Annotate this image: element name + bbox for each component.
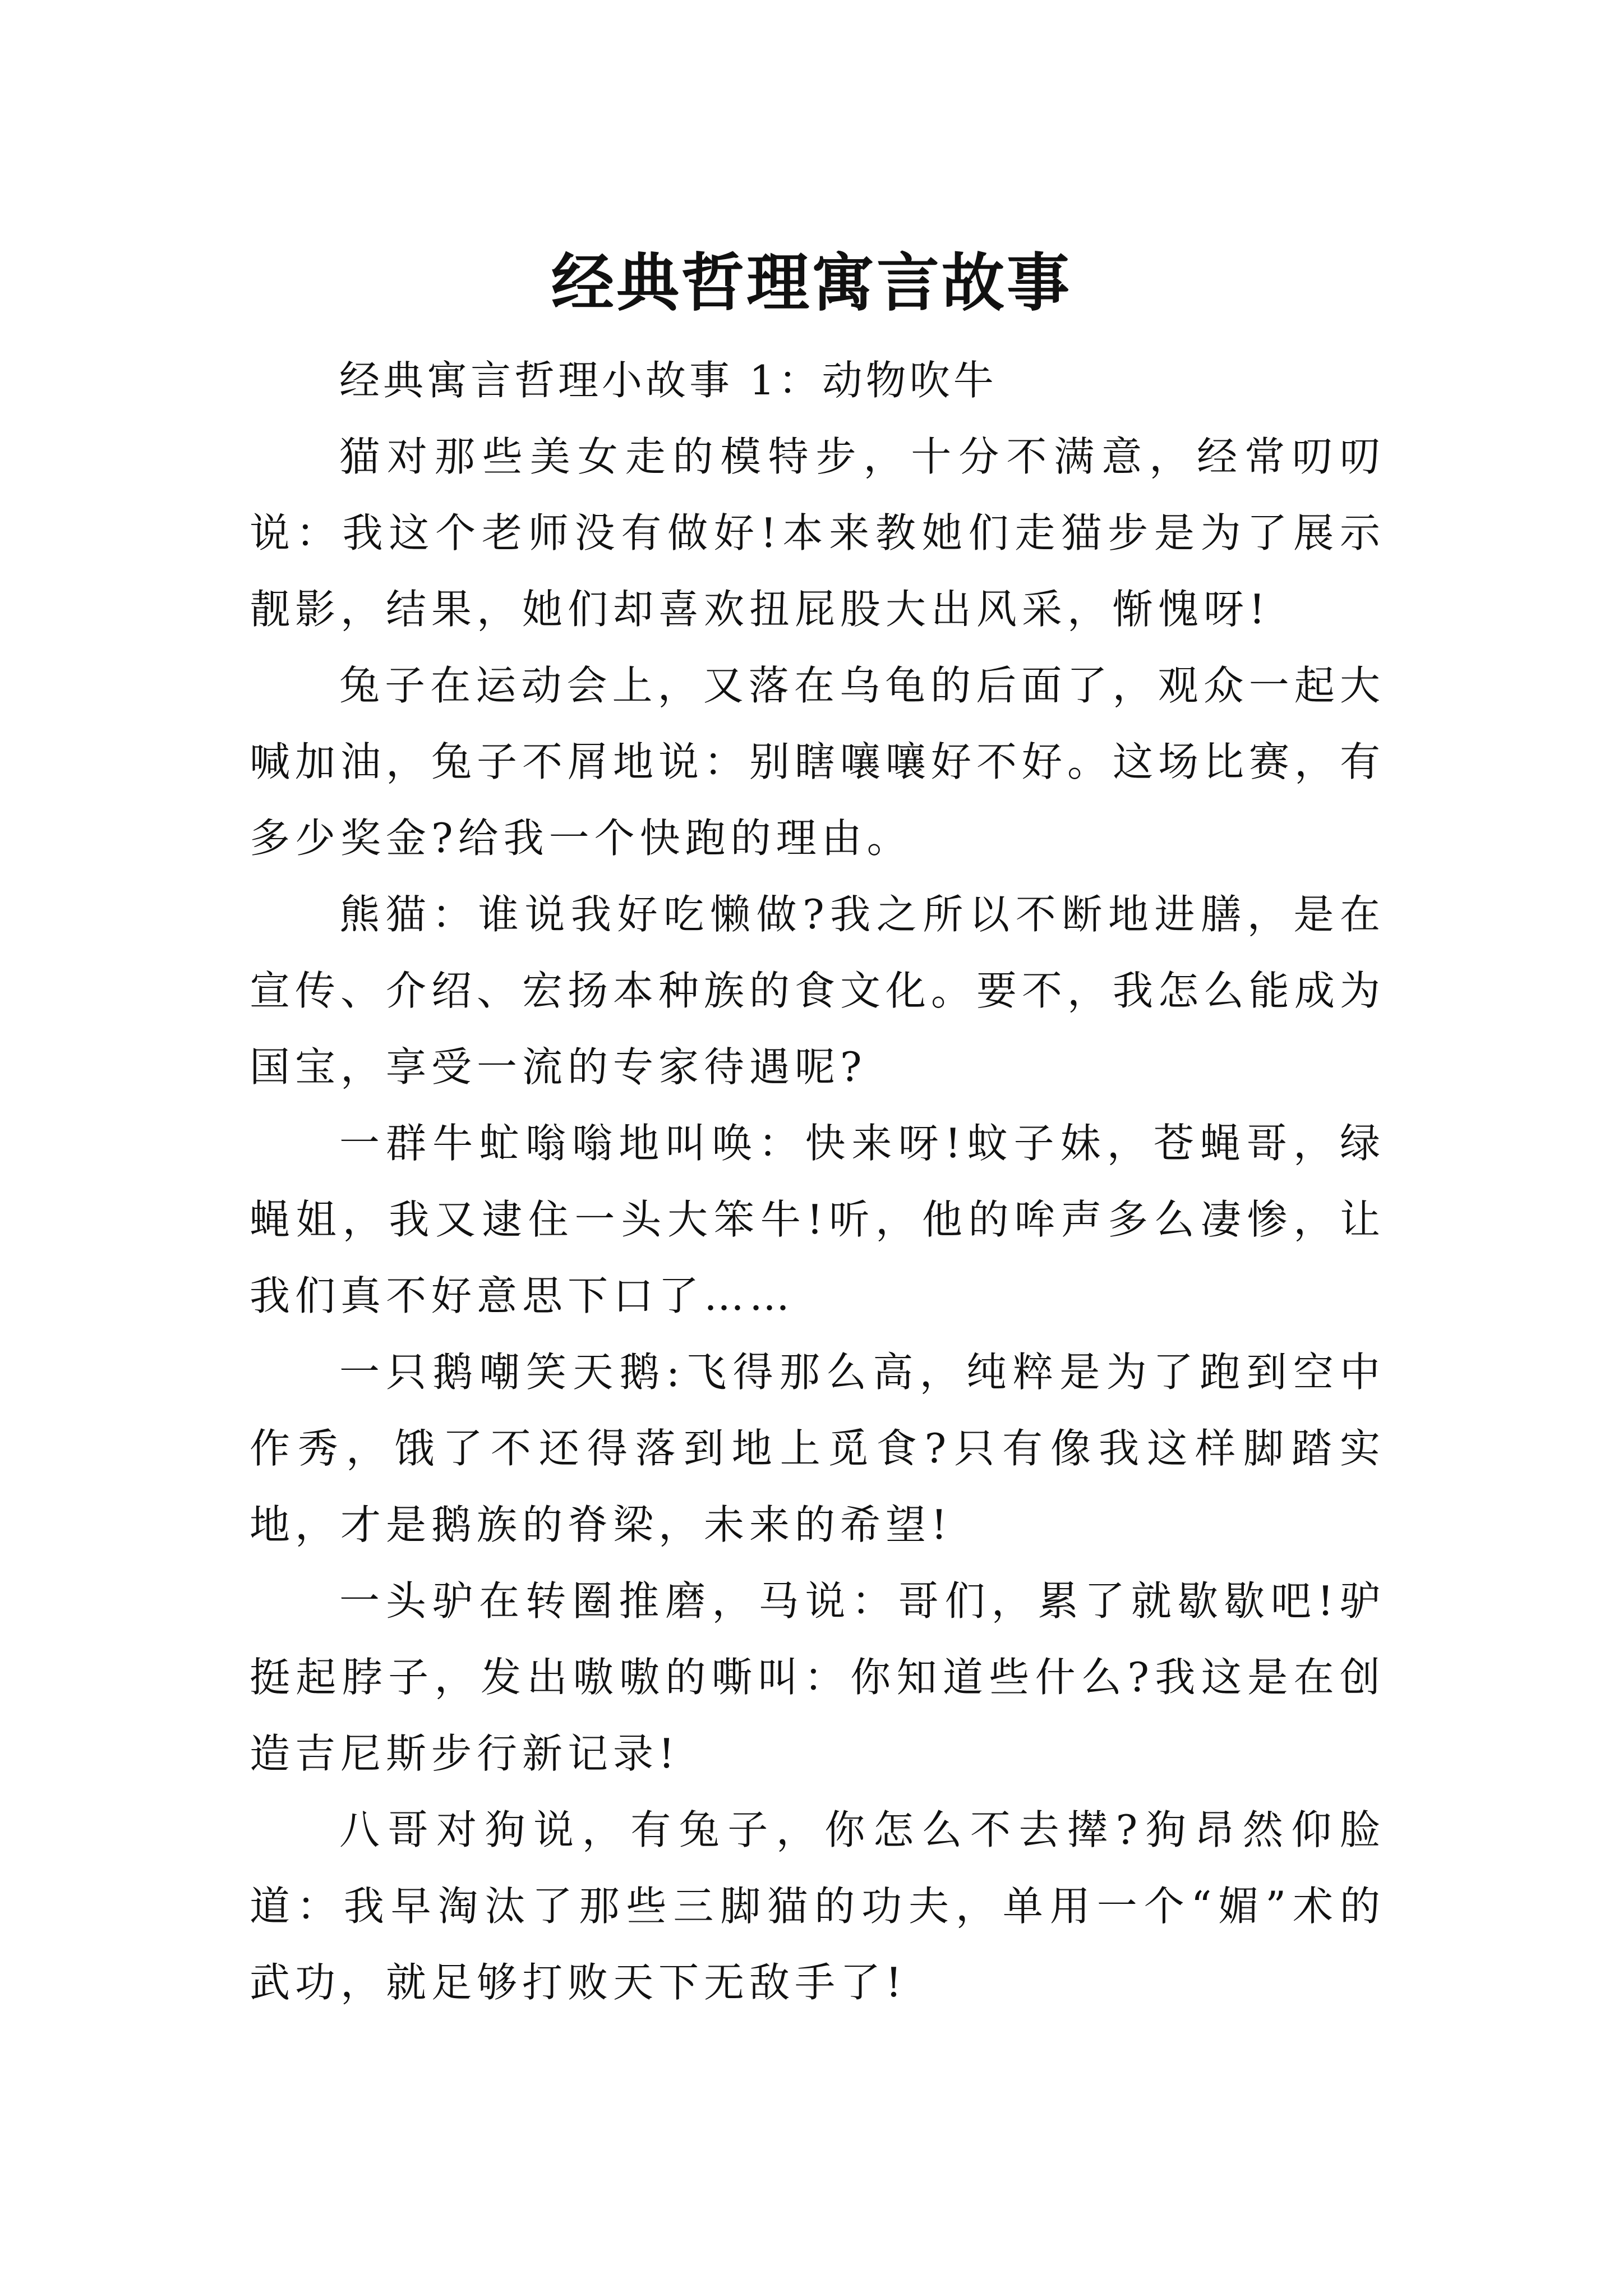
paragraph-donkey: 一头驴在转圈推磨，马说：哥们，累了就歇歇吧!驴挺起脖子，发出嗷嗷的嘶叫：你知道些什么?我这是在创造吉尼斯步行新记录! (250, 1577, 1385, 1777)
document-body (250, 342, 1385, 2021)
paragraph-myna: 八哥对狗说，有兔子，你怎么不去撵?狗昂然仰脸道：我早淘汰了那些三脚猫的功夫，单用一个“媚”术的武功，就足够打败天下无敌手了! (250, 1806, 1385, 2006)
paragraph-goose: 一只鹅嘲笑天鹅:飞得那么高，纯粹是为了跑到空中作秀，饿了不还得落到地上觅食?只有像我这样脚踏实地，才是鹅族的脊梁，未来的希望! (250, 1349, 1385, 1548)
paragraph-cat: 猫对那些美女走的模特步，十分不满意，经常叨叨说：我这个老师没有做好!本来教她们走猫步是为了展示靓影，结果，她们却喜欢扭屁股大出风采，惭愧呀! (250, 433, 1385, 633)
paragraph-panda: 熊猫：谁说我好吃懒做?我之所以不断地进膳，是在宣传、介绍、宏扬本种族的食文化。要不，我怎么能成为国宝，享受一流的专家待遇呢? (250, 891, 1386, 1091)
paragraph-gadfly: 一群牛虻嗡嗡地叫唤：快来呀!蚊子妹，苍蝇哥，绿蝇姐，我又逮住一头大笨牛!听，他的哞声多么凄惨，让我们真不好意思下口了…… (250, 1120, 1385, 1319)
document-title: 经典哲理寓言故事 (551, 246, 1072, 320)
story-subheading: 经典寓言哲理小故事 1：动物吹牛 (339, 357, 997, 404)
paragraph-rabbit: 兔子在运动会上，又落在乌龟的后面了，观众一起大喊加油，兔子不屑地说：别瞎嚷嚷好不好。这场比赛，有多少奖金?给我一个快跑的理由。 (250, 662, 1386, 862)
